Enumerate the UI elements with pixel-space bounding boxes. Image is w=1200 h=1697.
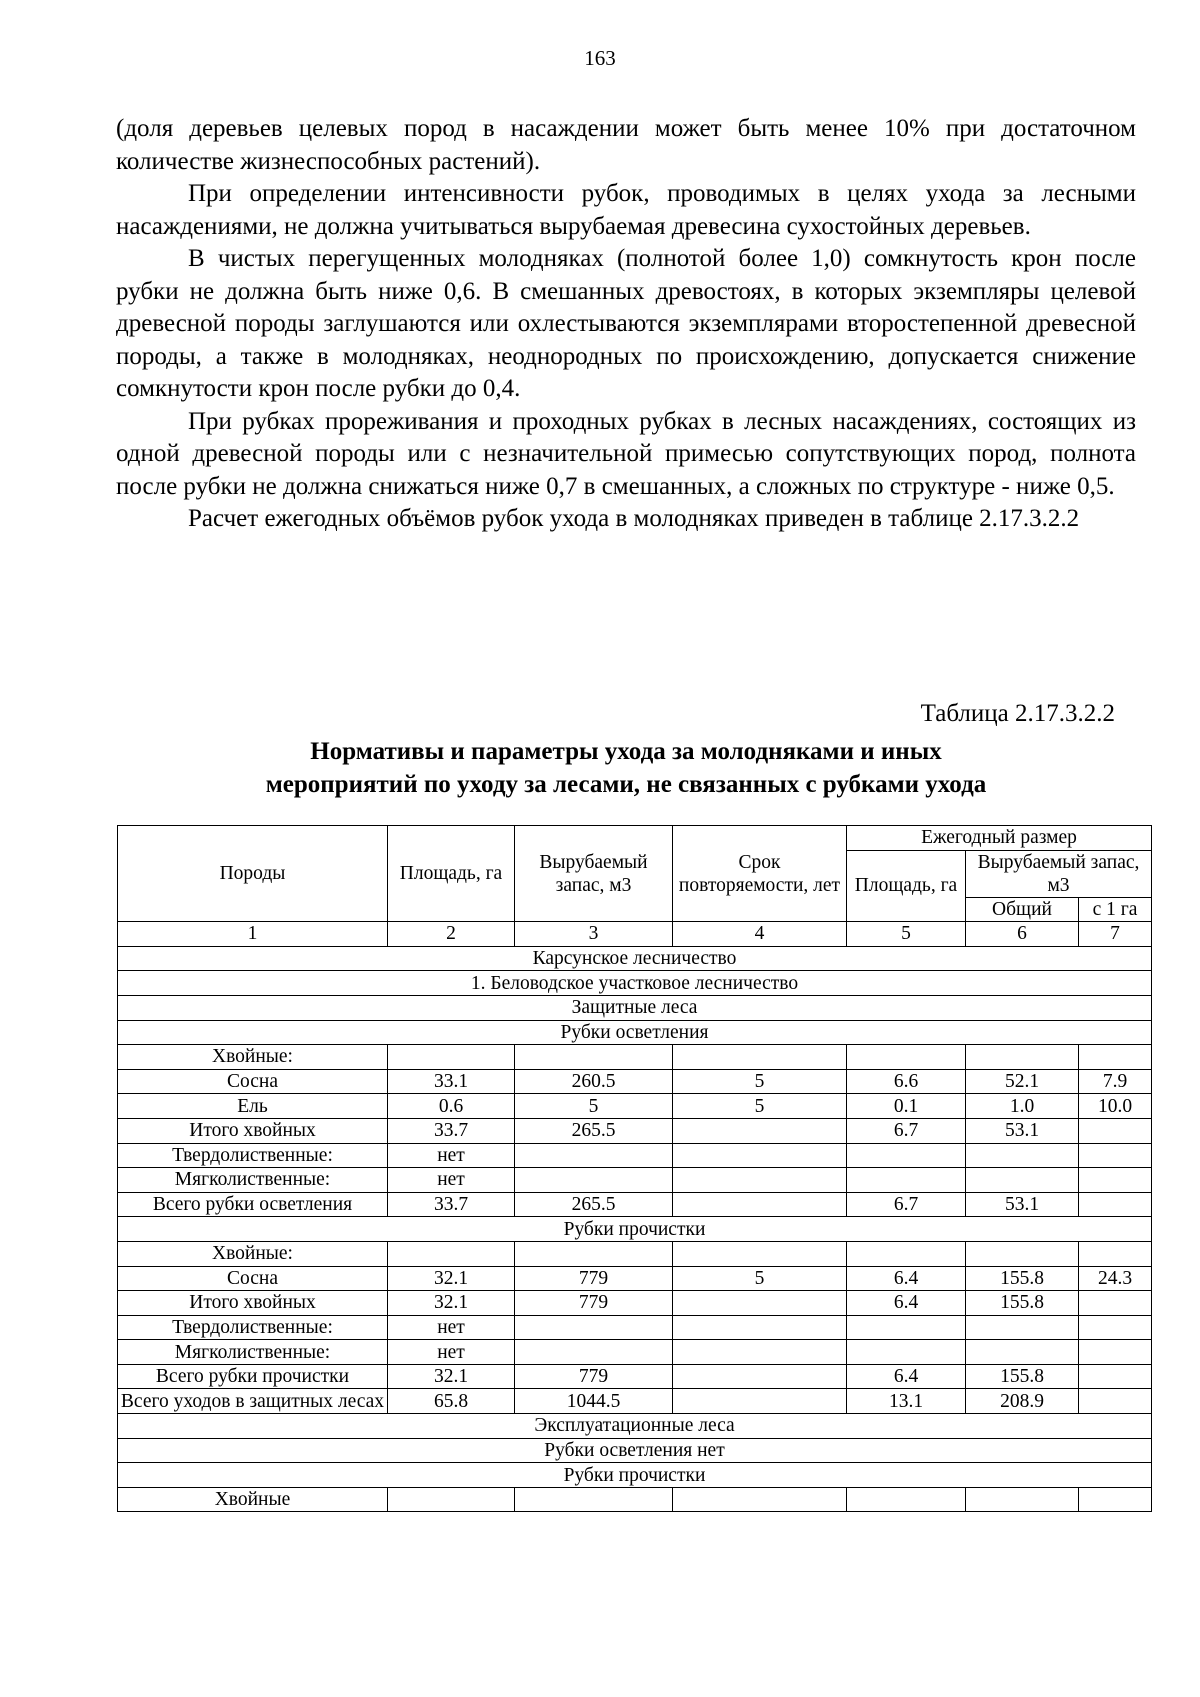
header-stock: Вырубаемый запас, м3 [515, 826, 673, 922]
row-label: Итого хвойных [118, 1291, 388, 1316]
table-cell [966, 1045, 1079, 1070]
table-cell: 155.8 [966, 1364, 1079, 1389]
table-cell [388, 1241, 515, 1266]
row-label: Мягколиственные: [118, 1168, 388, 1193]
table-cell [673, 1045, 847, 1070]
table-cell: 208.9 [966, 1389, 1079, 1414]
section-title: Защитные леса [118, 995, 1152, 1020]
table-cell: 5 [673, 1069, 847, 1094]
section-row [118, 971, 1152, 996]
table-row [118, 1192, 1152, 1217]
section-row [118, 946, 1152, 971]
table-row [118, 1168, 1152, 1193]
section-title: Карсунское лесничество [118, 946, 1152, 971]
table-cell [1079, 1340, 1152, 1365]
table-cell: 52.1 [966, 1069, 1079, 1094]
table-cell [388, 1487, 515, 1512]
table-cell [1079, 1364, 1152, 1389]
table-cell: 6.7 [847, 1118, 966, 1143]
table-cell [966, 1487, 1079, 1512]
section-row [118, 1217, 1152, 1242]
table-cell [966, 1315, 1079, 1340]
table-label: Таблица 2.17.3.2.2 [920, 700, 1115, 727]
table-cell [515, 1143, 673, 1168]
table-cell [1079, 1143, 1152, 1168]
table-cell [966, 1241, 1079, 1266]
table-row [118, 1364, 1152, 1389]
table-cell: 779 [515, 1364, 673, 1389]
table-cell: 65.8 [388, 1389, 515, 1414]
table-cell [673, 1315, 847, 1340]
table-row [118, 1389, 1152, 1414]
table-cell: 32.1 [388, 1364, 515, 1389]
table-cell [515, 1045, 673, 1070]
header-annual-stock: Вырубаемый запас, м3 [966, 850, 1152, 897]
table-cell: 260.5 [515, 1069, 673, 1094]
section-title: Рубки осветления [118, 1020, 1152, 1045]
table-cell [966, 1340, 1079, 1365]
table-cell [388, 1045, 515, 1070]
table-row [118, 1143, 1152, 1168]
table-cell: 33.7 [388, 1118, 515, 1143]
table-title-line: Нормативы и параметры ухода за молодняками и иных [310, 738, 942, 765]
header-per-ha: с 1 га [1079, 897, 1152, 922]
table-cell: 32.1 [388, 1291, 515, 1316]
column-number: 7 [1079, 922, 1152, 947]
section-title: Рубки осветления нет [118, 1438, 1152, 1463]
header-annual: Ежегодный размер [847, 826, 1152, 851]
table-cell: 6.6 [847, 1069, 966, 1094]
header-row [118, 826, 1152, 851]
section-title: Рубки прочистки [118, 1463, 1152, 1488]
header-total: Общий [966, 897, 1079, 922]
table-cell: 0.1 [847, 1094, 966, 1119]
column-number: 1 [118, 922, 388, 947]
column-number: 4 [673, 922, 847, 947]
table-row [118, 1340, 1152, 1365]
table-cell [1079, 1487, 1152, 1512]
section-title: Рубки прочистки [118, 1217, 1152, 1242]
table-title [116, 735, 1136, 801]
section-title: Эксплуатационные леса [118, 1414, 1152, 1439]
table-cell [515, 1315, 673, 1340]
table-row [118, 1069, 1152, 1094]
table-cell: 155.8 [966, 1266, 1079, 1291]
row-label: Всего уходов в защитных лесах [118, 1389, 388, 1414]
table-title-line: мероприятий по уходу за лесами, не связанных с рубками ухода [265, 771, 987, 798]
table-cell: 6.4 [847, 1266, 966, 1291]
table-cell: 779 [515, 1266, 673, 1291]
row-label: Сосна [118, 1069, 388, 1094]
table-cell [1079, 1045, 1152, 1070]
table-cell: 24.3 [1079, 1266, 1152, 1291]
table-cell [673, 1168, 847, 1193]
table-row [118, 1241, 1152, 1266]
row-label: Итого хвойных [118, 1118, 388, 1143]
row-label: Мягколиственные: [118, 1340, 388, 1365]
section-title: 1. Беловодское участковое лесничество [118, 971, 1152, 996]
norms-table [117, 825, 1152, 1512]
table-cell [1079, 1315, 1152, 1340]
table-cell: 1044.5 [515, 1389, 673, 1414]
table-cell [847, 1045, 966, 1070]
header-area: Площадь, га [388, 826, 515, 922]
section-row [118, 995, 1152, 1020]
table-cell [515, 1241, 673, 1266]
table-cell [673, 1389, 847, 1414]
table-cell [515, 1340, 673, 1365]
column-number: 3 [515, 922, 673, 947]
table-cell [847, 1241, 966, 1266]
row-label: Твердолиственные: [118, 1315, 388, 1340]
row-label: Хвойные: [118, 1045, 388, 1070]
table-cell [847, 1168, 966, 1193]
table-cell [1079, 1168, 1152, 1193]
table-row [118, 1266, 1152, 1291]
table-cell [1079, 1118, 1152, 1143]
table-cell: нет [388, 1143, 515, 1168]
table-cell [673, 1118, 847, 1143]
table-cell [515, 1168, 673, 1193]
table-cell: 7.9 [1079, 1069, 1152, 1094]
row-label: Сосна [118, 1266, 388, 1291]
row-label: Твердолиственные: [118, 1143, 388, 1168]
table-cell: 5 [673, 1266, 847, 1291]
table-cell [1079, 1241, 1152, 1266]
table-row [118, 1118, 1152, 1143]
table-cell: нет [388, 1340, 515, 1365]
table-cell [673, 1143, 847, 1168]
table-row [118, 1045, 1152, 1070]
table-cell [847, 1340, 966, 1365]
table-row [118, 1094, 1152, 1119]
table-cell: 6.4 [847, 1291, 966, 1316]
table-cell: 10.0 [1079, 1094, 1152, 1119]
table-cell [1079, 1291, 1152, 1316]
table-cell: 779 [515, 1291, 673, 1316]
header-species: Породы [118, 826, 388, 922]
page-number: 163 [584, 46, 616, 70]
table-cell [673, 1364, 847, 1389]
table-cell: нет [388, 1168, 515, 1193]
table-cell: 53.1 [966, 1118, 1079, 1143]
body-text [116, 113, 1136, 536]
paragraph: Расчет ежегодных объёмов рубок ухода в молодняках приведен в таблице 2.17.3.2.2 [188, 505, 1080, 532]
table-cell [673, 1487, 847, 1512]
header-period: Срок повторяемости, лет [673, 826, 847, 922]
table-cell: 53.1 [966, 1192, 1079, 1217]
table-cell [966, 1143, 1079, 1168]
row-label: Всего рубки осветления [118, 1192, 388, 1217]
table-cell: 265.5 [515, 1118, 673, 1143]
row-label: Всего рубки прочистки [118, 1364, 388, 1389]
table-cell [673, 1192, 847, 1217]
table-cell: 5 [515, 1094, 673, 1119]
header-annual-area: Площадь, га [847, 850, 966, 922]
table-cell: нет [388, 1315, 515, 1340]
table-cell: 1.0 [966, 1094, 1079, 1119]
table-cell [673, 1291, 847, 1316]
column-number: 5 [847, 922, 966, 947]
table-cell [1079, 1192, 1152, 1217]
table-cell: 6.4 [847, 1364, 966, 1389]
table-cell [966, 1168, 1079, 1193]
paragraph: При рубках прореживания и проходных рубках в лесных насаждениях, состоящих из одной древесной породы или с незначительной примесью сопутствующих пород, полнота после рубки не должна снижаться ниже 0,7 в смешанных, а сложных по структуре - ниже 0,5. [116, 407, 1136, 500]
table-cell [847, 1143, 966, 1168]
table-cell: 5 [673, 1094, 847, 1119]
section-row [118, 1463, 1152, 1488]
row-label: Ель [118, 1094, 388, 1119]
table-cell: 13.1 [847, 1389, 966, 1414]
table-cell [1079, 1389, 1152, 1414]
table-cell: 33.1 [388, 1069, 515, 1094]
section-row [118, 1438, 1152, 1463]
column-number: 2 [388, 922, 515, 947]
paragraph: В чистых перегущенных молодняках (полнотой более 1,0) сомкнутость крон после рубки не должна быть ниже 0,6. В смешанных древостоях, в которых экземпляры целевой древесной породы заглушаются или охлестываются экземплярами второстепенной древесной породы, а также в молодняках, неоднородных по происхождению, допускается снижение сомкнутости крон после рубки до 0,4. [116, 245, 1136, 402]
section-row [118, 1414, 1152, 1439]
paragraph: (доля деревьев целевых пород в насаждении может быть менее 10% при достаточном количестве жизнеспособных растений). [116, 115, 1136, 175]
table-cell [673, 1241, 847, 1266]
table-cell: 155.8 [966, 1291, 1079, 1316]
table-cell: 6.7 [847, 1192, 966, 1217]
table-cell: 32.1 [388, 1266, 515, 1291]
table-cell [847, 1315, 966, 1340]
column-number: 6 [966, 922, 1079, 947]
table-cell [847, 1487, 966, 1512]
table-row [118, 1315, 1152, 1340]
paragraph: При определении интенсивности рубок, проводимых в целях ухода за лесными насаждениями, не должна учитываться вырубаемая древесина сухостойных деревьев. [116, 180, 1136, 240]
table-cell: 265.5 [515, 1192, 673, 1217]
table-cell [515, 1487, 673, 1512]
row-label: Хвойные: [118, 1241, 388, 1266]
row-label: Хвойные [118, 1487, 388, 1512]
table-row [118, 1291, 1152, 1316]
table-row [118, 1487, 1152, 1512]
section-row [118, 1020, 1152, 1045]
table-cell: 0.6 [388, 1094, 515, 1119]
table-cell: 33.7 [388, 1192, 515, 1217]
column-number-row [118, 922, 1152, 947]
table-cell [673, 1340, 847, 1365]
